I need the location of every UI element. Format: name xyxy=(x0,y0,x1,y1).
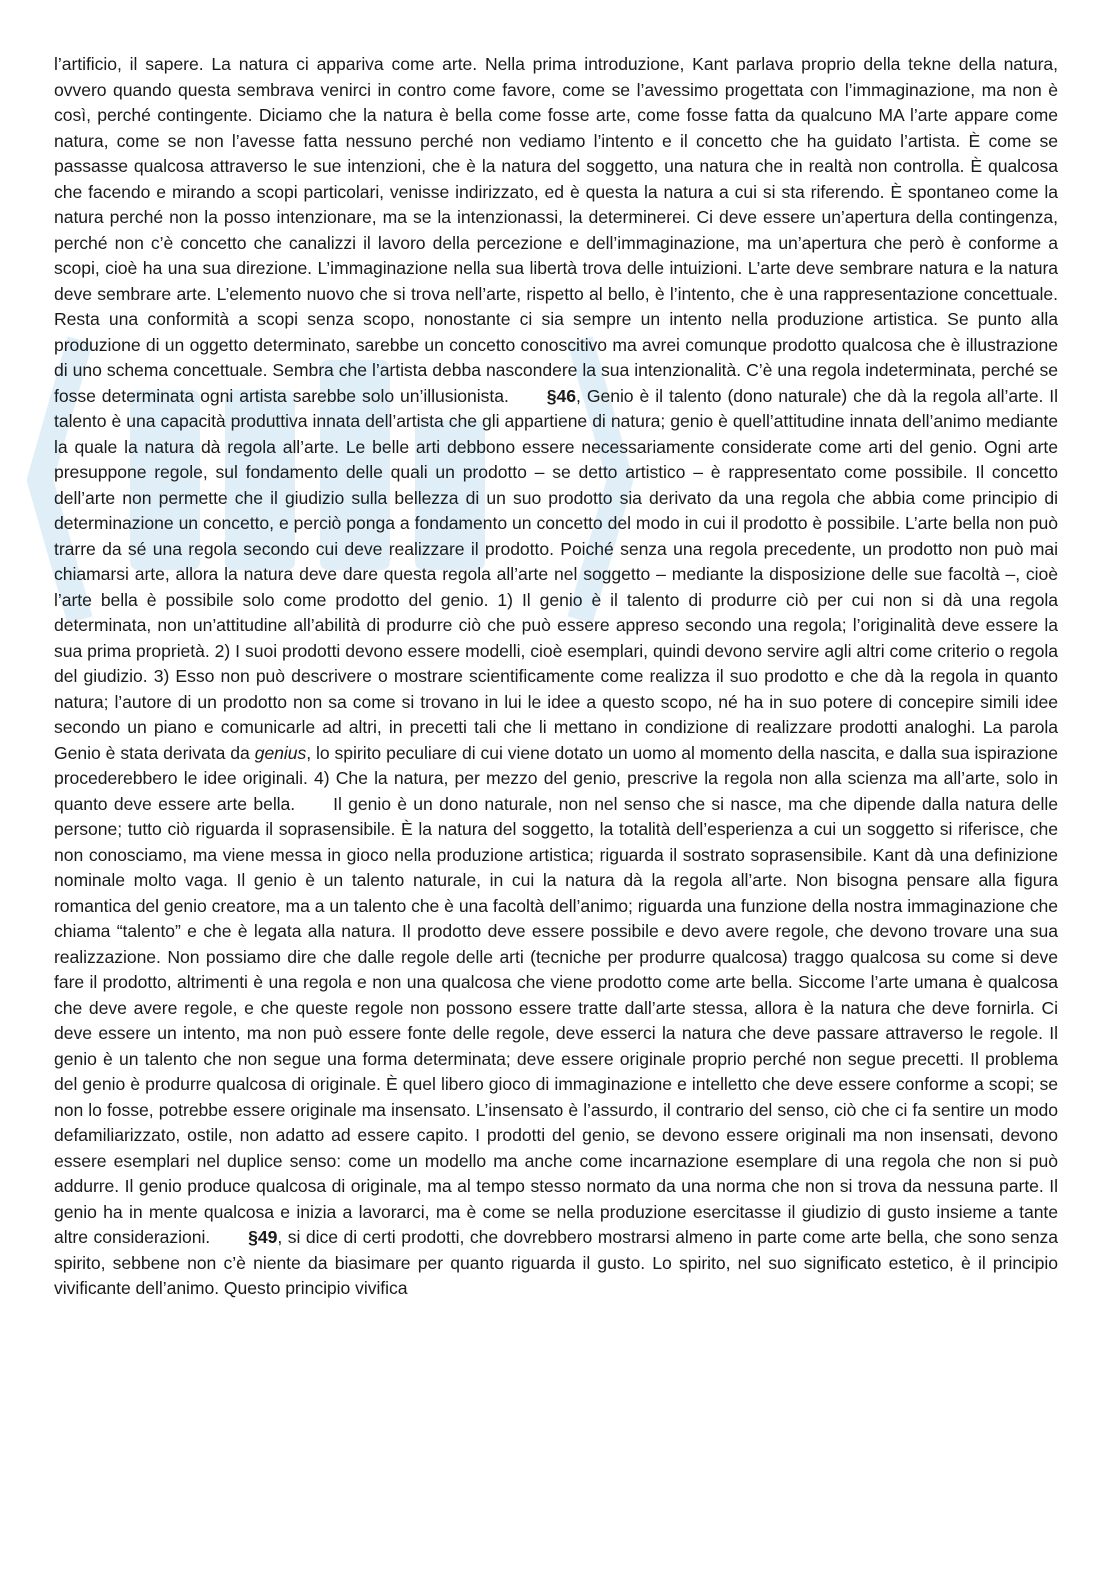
text-segment-c: , lo spirito peculiare di cui viene dotato un uomo al momento della nascita, e dalla sua ispirazione procederebbero le idee originali. 4) Che la natura, per mezzo del genio, prescrive la regola non alla scienza ma all’arte, solo in quanto deve essere arte bella. xyxy=(54,742,1059,814)
genius-term: genius xyxy=(254,742,307,763)
text-segment-a: l’artificio, il sapere. La natura ci appariva come arte. Nella prima introduzione, Kant parlava proprio della tekne della natura, ovvero quando questa sembrava venirci in contro come favore, come se l’avessimo progettata con l’immaginazione, ma non è così, perché contingente. Diciamo che la natura è bella come fosse arte, come fosse fatta da qualcuno MA l’arte appare come natura, come se non l’avesse fatta nessuno perché non vediamo l’intento e il concetto che ha guidato l’artista. È come se passasse qualcosa attraverso le sue intenzioni, che è la natura del soggetto, una natura che in realtà non controlla. È qualcosa che facendo e mirando a scopi particolari, venisse indirizzato, ed è questa la natura a cui si sta riferendo. È spontaneo come la natura perché non la posso intenzionare, ma se la intenzionassi, la determinerei. Ci deve essere un’apertura della contingenza, perché non c’è concetto che canalizzi il lavoro della percezione e dell’immaginazione, ma un’apertura che però è conforme a scopi, cioè ha una sua direzione. L’immaginazione nella sua libertà trova delle intuizioni. L’arte deve sembrare natura e la natura deve sembrare arte. L’elemento nuovo che si trova nell’arte, rispetto al bello, è l’intento, che è una rappresentazione concettuale. Resta una conformità a scopi senza scopo, nonostante ci sia sempre un intento nella produzione artistica. Se punto alla produzione di un oggetto determinato, sarebbe un concetto conoscitivo ma avrei comunque prodotto qualcosa che è illustrazione di uno schema concettuale. Sembra che l’artista debba nascondere la sua intenzionalità. C’è una regola indeterminata, perché se fosse determinata ogni artista sarebbe solo un’illusionista. xyxy=(54,54,1058,406)
document-body xyxy=(54,52,1058,1302)
text-segment-b: , Genio è il talento (dono naturale) che dà la regola all’arte. Il talento è una capacità produttiva innata dell’artista che gli appartiene di natura; genio è quell’attitudine innata dell’animo mediante la quale la natura dà regola all’arte. Le belle arti debbono essere necessariamente considerate come arti del genio. Ogni arte presuppone regole, sul fondamento delle quali un prodotto – se detto artistico – è rappresentato come possibile. Il concetto dell’arte non permette che il giudizio sulla bellezza di un suo prodotto sia derivato da una regola che abbia come principio di determinazione un concetto, e perciò ponga a fondamento un concetto del modo in cui il prodotto è possibile. L’arte bella non può trarre da sé una regola secondo cui deve realizzare il prodotto. Poiché senza una regola precedente, un prodotto non può mai chiamarsi arte, allora la natura deve dare questa regola all’arte nel soggetto – mediante la disposizione delle sue facoltà –, cioè l’arte bella è possibile solo come prodotto del genio. 1) Il genio è il talento di produrre ciò per cui non si dà una regola determinata, non un’attitudine all’abilità di produrre ciò che può essere appreso secondo una regola; l’originalità deve essere la sua prima proprietà. 2) I suoi prodotti devono essere modelli, cioè esemplari, quindi devono servire agli altri come criterio o regola del giudizio. 3) Esso non può descrivere o mostrare scientificamente come realizza il suo prodotto e che dà la regola in quanto natura; l’autore di un prodotto non sa come si trovano in lui le idee a questo scopo, né ha in suo potere di concepire simili idee secondo un piano e comunicarle ad altri, in precetti tali che li mettano in condizione di realizzare prodotti analoghi. La parola Genio è stata derivata da xyxy=(54,385,1058,763)
text-segment-e: , si dice di certi prodotti, che dovrebbero mostrarsi almeno in parte come arte bella, che sono senza spirito, sebbene non c’è niente da biasimare per quanto riguarda il gusto. Lo spirito, nel suo significato estetico, è il principio vivificante dell’animo. Questo principio vivifica xyxy=(54,1227,1058,1298)
section-ref-46: §46 xyxy=(546,385,577,406)
paragraph-main xyxy=(54,52,1058,1302)
section-ref-49: §49 xyxy=(248,1227,278,1247)
text-segment-d: Il genio è un dono naturale, non nel senso che si nasce, ma che dipende dalla natura delle persone; tutto ciò riguarda il soprasensibile. È la natura del soggetto, la totalità dell’esperienza a cui un soggetto si riferisce, che non conosciamo, ma viene messa in gioco nella produzione artistica; riguarda il sostrato soprasensibile. Kant dà una definizione nominale molto vaga. Il genio è un talento naturale, in cui la natura dà la regola all’arte. Non bisogna pensare alla figura romantica del genio creatore, ma a un talento che è una facoltà dell’animo; riguarda una funzione della nostra immaginazione che chiama “talento” e che è legata alla natura. Il prodotto deve essere possibile e devo avere regole, che devono trovare una sua realizzazione. Non possiamo dire che dalle regole delle arti (tecniche per produrre qualcosa) traggo qualcosa su come si deve fare il prodotto, altrimenti è una regola e non una qualcosa che viene prodotto come arte bella. Siccome l’arte umana è qualcosa che deve avere regole, e che queste regole non possono essere tratte dall’arte stessa, allora è la natura che deve fornirla. Ci deve essere un intento, ma non può essere fonte delle regole, deve esserci la natura che deve passare attraverso le regole. Il genio è un talento che non segue una forma determinata; deve essere originale proprio perché non segue precetti. Il problema del genio è produrre qualcosa di originale. È quel libero gioco di immaginazione e intelletto che deve essere conforme a scopi; se non lo fosse, potrebbe essere originale ma insensato. L’insensato è l’assurdo, il contrario del senso, ciò che ci fa sentire un modo defamiliarizzato, ostile, non adatto ad essere capito. I prodotti del genio, se devono essere originali ma non insensati, devono essere esemplari nel duplice senso: come un modello ma anche come incarnazione esemplare di una regola che non si può addurre. Il genio produce qualcosa di originale, ma al tempo stesso normato da una norma che non si trova da nessuna parte. Il genio ha in mente qualcosa e inizia a lavorarci, ma è come se nella produzione esercitasse il giudizio di gusto insieme a tante altre considerazioni. xyxy=(54,793,1059,1247)
